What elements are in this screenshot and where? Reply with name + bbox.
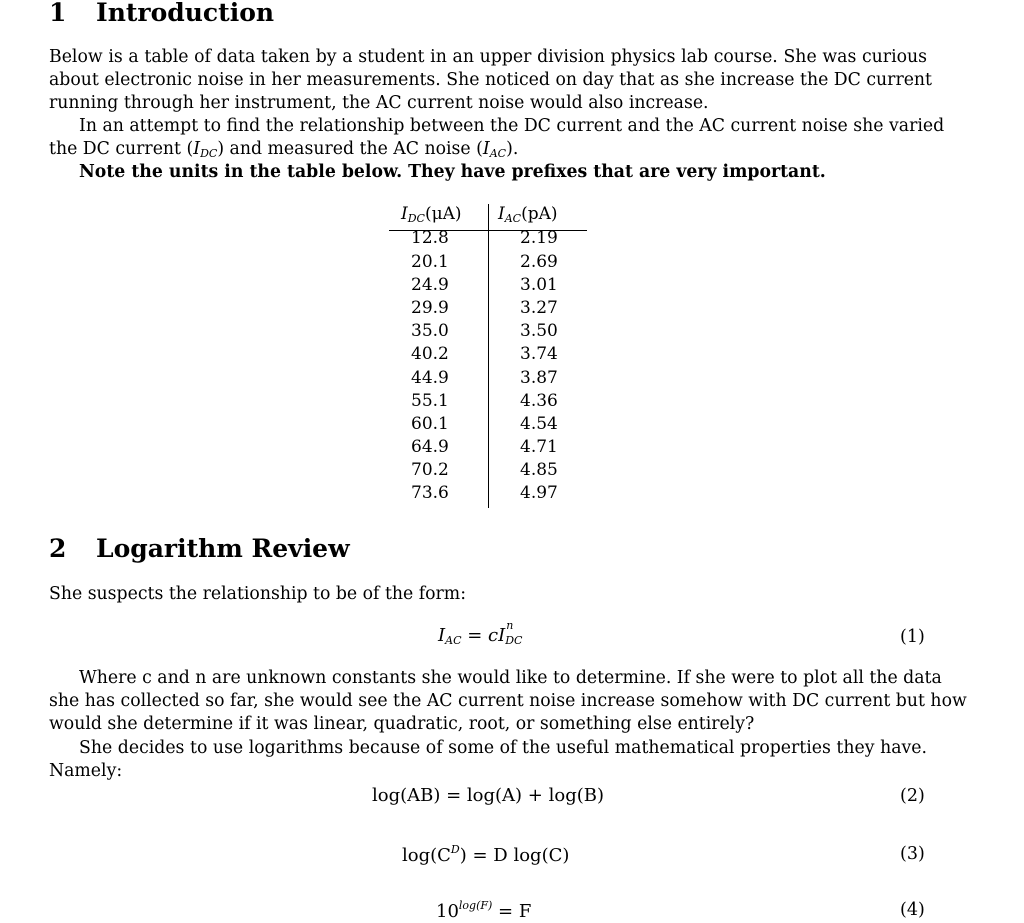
table-row: 55.1 4.36 [411,391,558,411]
table-header-iac: $I_{AC}(pA)$ [498,204,558,225]
table-row: 60.1 4.54 [411,414,558,434]
table-row: 64.9 4.71 [411,437,558,457]
equation-4: $10^{log(F)} = F$ [436,899,532,922]
log-p1-line-1: Where c and n are unknown constants she would like to determine. If she were to plot all the data [79,668,942,688]
equation-3-number: (3) [900,844,925,864]
equation-4-number: (4) [900,900,925,920]
table-header-idc: $I_{DC}(\mu A)$ [401,204,462,225]
log-p1-line-2: she has collected so far, she would see the AC current noise increase somehow with DC current but how [49,691,967,711]
table-row: 20.1 2.69 [411,252,558,272]
section-2-number: 2 [49,534,67,563]
intro-p2-line-1: In an attempt to find the relationship between the DC current and the AC current noise she varied [79,116,945,136]
table-row: 12.8 2.19 [411,228,558,248]
log-p2-line-1: She decides to use logarithms because of some of the useful mathematical properties they have. [79,738,927,758]
table-row: 35.0 3.50 [411,321,558,341]
equation-1: $I_{AC}$ = cI $_{n DC}$ [438,619,523,647]
equation-2-number: (2) [900,786,925,806]
intro-line-1: Below is a table of data taken by a student in an upper division physics lab course. She was curious [49,47,927,67]
section-1-number: 1 [49,0,67,27]
table-row: 73.6 4.97 [411,483,558,503]
equation-2: log(AB) = log(A) + log(B) [372,785,604,806]
section-1-title: Introduction [96,0,275,27]
log-lead: She suspects the relationship to be of the form: [49,584,467,604]
table-row: 40.2 3.74 [411,344,558,364]
units-note: Note the units in the table below. They have prefixes that are very important. [79,162,826,182]
equation-1-number: (1) [900,627,925,647]
log-p1-line-3: would she determine if it was linear, quadratic, root, or something else entirely? [49,714,755,734]
intro-p2-line-2: the DC current $(I_{DC})$ and measured the AC noise $(I_{AC})$. [49,139,519,160]
section-2-title: Logarithm Review [96,534,350,563]
intro-line-2: about electronic noise in her measurements. She noticed on day that as she increase the DC current [49,70,933,90]
table-row: 24.9 3.01 [411,275,558,295]
log-p2-line-2: Namely: [49,761,123,781]
equation-3: $\log(C^D) = D$ log(C) [402,843,570,866]
intro-line-3: running through her instrument, the AC current noise would also increase. [49,93,709,113]
table-row: 29.9 3.27 [411,298,558,318]
table-row: 44.9 3.87 [411,368,558,388]
table-row: 70.2 4.85 [411,460,558,480]
